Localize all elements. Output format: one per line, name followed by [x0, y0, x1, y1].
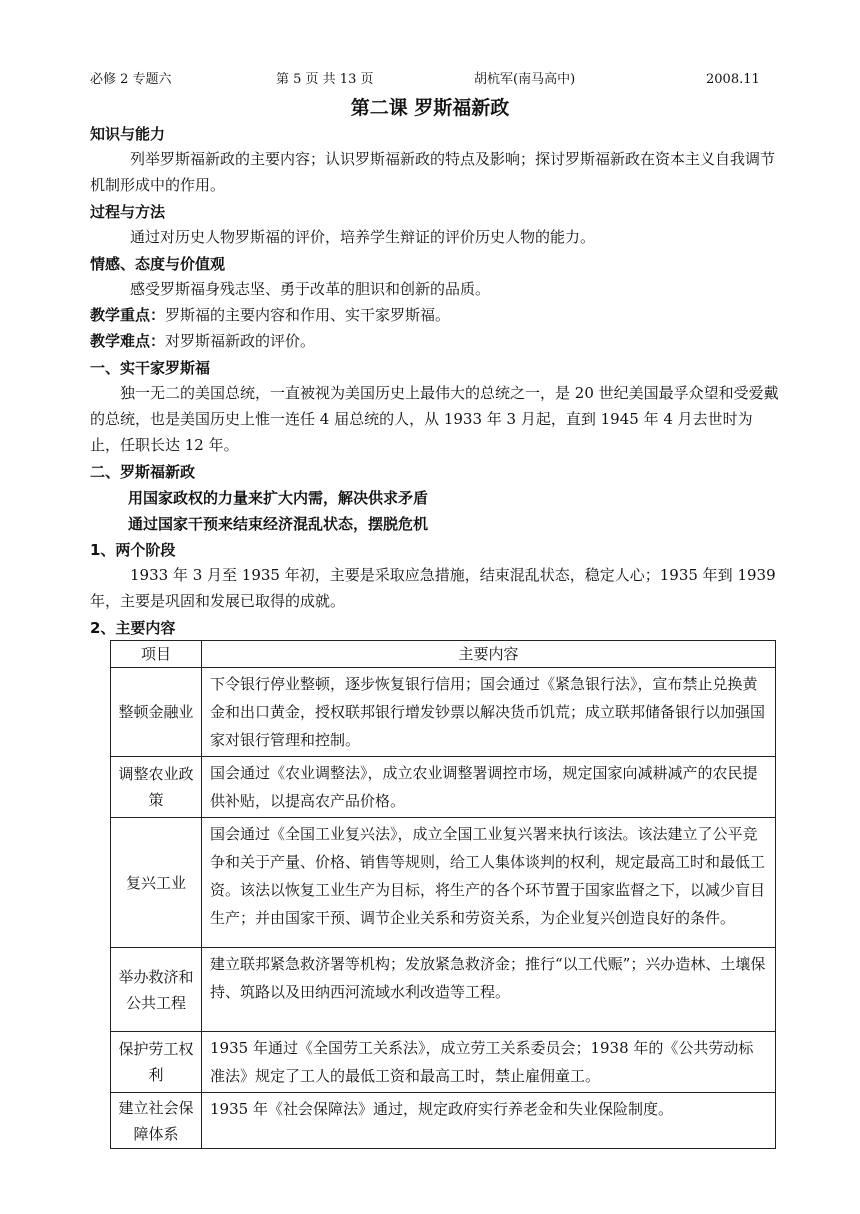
difficulty-text: 对罗斯福新政的评价。: [165, 332, 316, 350]
part2-line2: 通过国家干预来结束经济混乱状态，摆脱危机: [128, 515, 429, 533]
heading-emotion: 情感、态度与价值观: [90, 255, 226, 273]
table-header-row: [111, 641, 776, 668]
header-course: 必修 2 专题六: [90, 72, 172, 87]
table-cell-content: 国会通过《农业调整法》，成立农业调整署调控市场，规定国家向减耕减产的农民提供补贴，以提高农产品价格。: [202, 757, 776, 818]
table-cell-content: 1935 年通过《全国劳工关系法》，成立劳工关系委员会；1938 年的《公共劳动标准法》规定了工人的最低工资和最高工时，禁止雇佣童工。: [202, 1032, 776, 1093]
contents-table: [110, 640, 776, 1149]
table-cell-content: 国会通过《全国工业复兴法》，成立全国工业复兴署来执行该法。该法建立了公平竞争和关于产量、价格、销售等规则，给工人集体谈判的权利，规定最高工时和最低工资。该法以恢复工业生产为目标，将生产的各个环节置于国家监督之下，以减少盲目生产；并由国家干预、调节企业关系和劳资关系，为企业复兴创造良好的条件。: [202, 818, 776, 948]
part1-text: 独一无二的美国总统，一直被视为美国历史上最伟大的总统之一，是 20 世纪美国最孚众望和受爱戴的总统，也是美国历史上惟一连任 4 届总统的人，从 1933 年 3 月起，直到 1945 年 4 月去世时为止，任职长达 12 年。: [90, 384, 779, 454]
table-row: [111, 1093, 776, 1149]
heading-stages: 1、两个阶段: [90, 541, 176, 559]
table-row: [111, 1032, 776, 1093]
header-date: 2008.11: [706, 72, 760, 87]
table-row: [111, 818, 776, 948]
key-point-text: 罗斯福的主要内容和作用、实干家罗斯福。: [165, 306, 451, 324]
process-text: 通过对历史人物罗斯福的评价，培养学生辩证的评价历史人物的能力。: [130, 228, 596, 246]
table-header-content: 主要内容: [202, 641, 776, 668]
table-cell-content: 1935 年《社会保障法》通过，规定政府实行养老金和失业保险制度。: [202, 1093, 776, 1149]
table-cell-content: 下令银行停业整顿，逐步恢复银行信用；国会通过《紧急银行法》，宣布禁止兑换黄金和出口黄金，授权联邦银行增发钞票以解决货币饥荒；成立联邦储备银行以加强国家对银行管理和控制。: [202, 668, 776, 757]
table-row: [111, 668, 776, 757]
heading-part1: 一、实干家罗斯福: [90, 359, 211, 377]
stages-text: 1933 年 3 月至 1935 年初，主要是采取应急措施，结束混乱状态，稳定人心；1935 年到 1939 年，主要是巩固和发展已取得的成就。: [90, 566, 776, 610]
table-row: [111, 948, 776, 1032]
table-header-item: 项目: [111, 641, 202, 668]
emotion-text: 感受罗斯福身残志坚、勇于改革的胆识和创新的品质。: [130, 280, 491, 298]
difficulty-line: [90, 328, 780, 354]
table-cell-item: 建立社会保障体系: [111, 1093, 202, 1149]
knowledge-text: 列举罗斯福新政的主要内容；认识罗斯福新政的特点及影响；探讨罗斯福新政在资本主义自我调节机制形成中的作用。: [90, 150, 776, 194]
table-cell-item: 复兴工业: [111, 818, 202, 948]
table-cell-item: 调整农业政策: [111, 757, 202, 818]
key-point-label: 教学重点：: [90, 306, 166, 324]
heading-process: 过程与方法: [90, 203, 166, 221]
table-cell-content: 建立联邦紧急救济署等机构；发放紧急救济金；推行“以工代赈”；兴办造林、土壤保持、筑路以及田纳西河流域水利改造等工程。: [202, 948, 776, 1032]
heading-knowledge: 知识与能力: [90, 125, 166, 143]
heading-contents: 2、主要内容: [90, 619, 176, 637]
header-author: 胡杭军(南马高中): [474, 72, 576, 87]
header-page-number: 第 5 页 共 13 页: [276, 72, 374, 87]
part2-line1: 用国家政权的力量来扩大内需，解决供求矛盾: [128, 489, 429, 507]
page-title: 第二课 罗斯福新政: [350, 97, 510, 119]
table-row: [111, 757, 776, 818]
table-cell-item: 举办救济和公共工程: [111, 948, 202, 1032]
heading-part2: 二、罗斯福新政: [90, 463, 196, 481]
table-cell-item: 整顿金融业: [111, 668, 202, 757]
difficulty-label: 教学难点：: [90, 332, 166, 350]
table-cell-item: 保护劳工权利: [111, 1032, 202, 1093]
key-point-line: [90, 302, 780, 328]
